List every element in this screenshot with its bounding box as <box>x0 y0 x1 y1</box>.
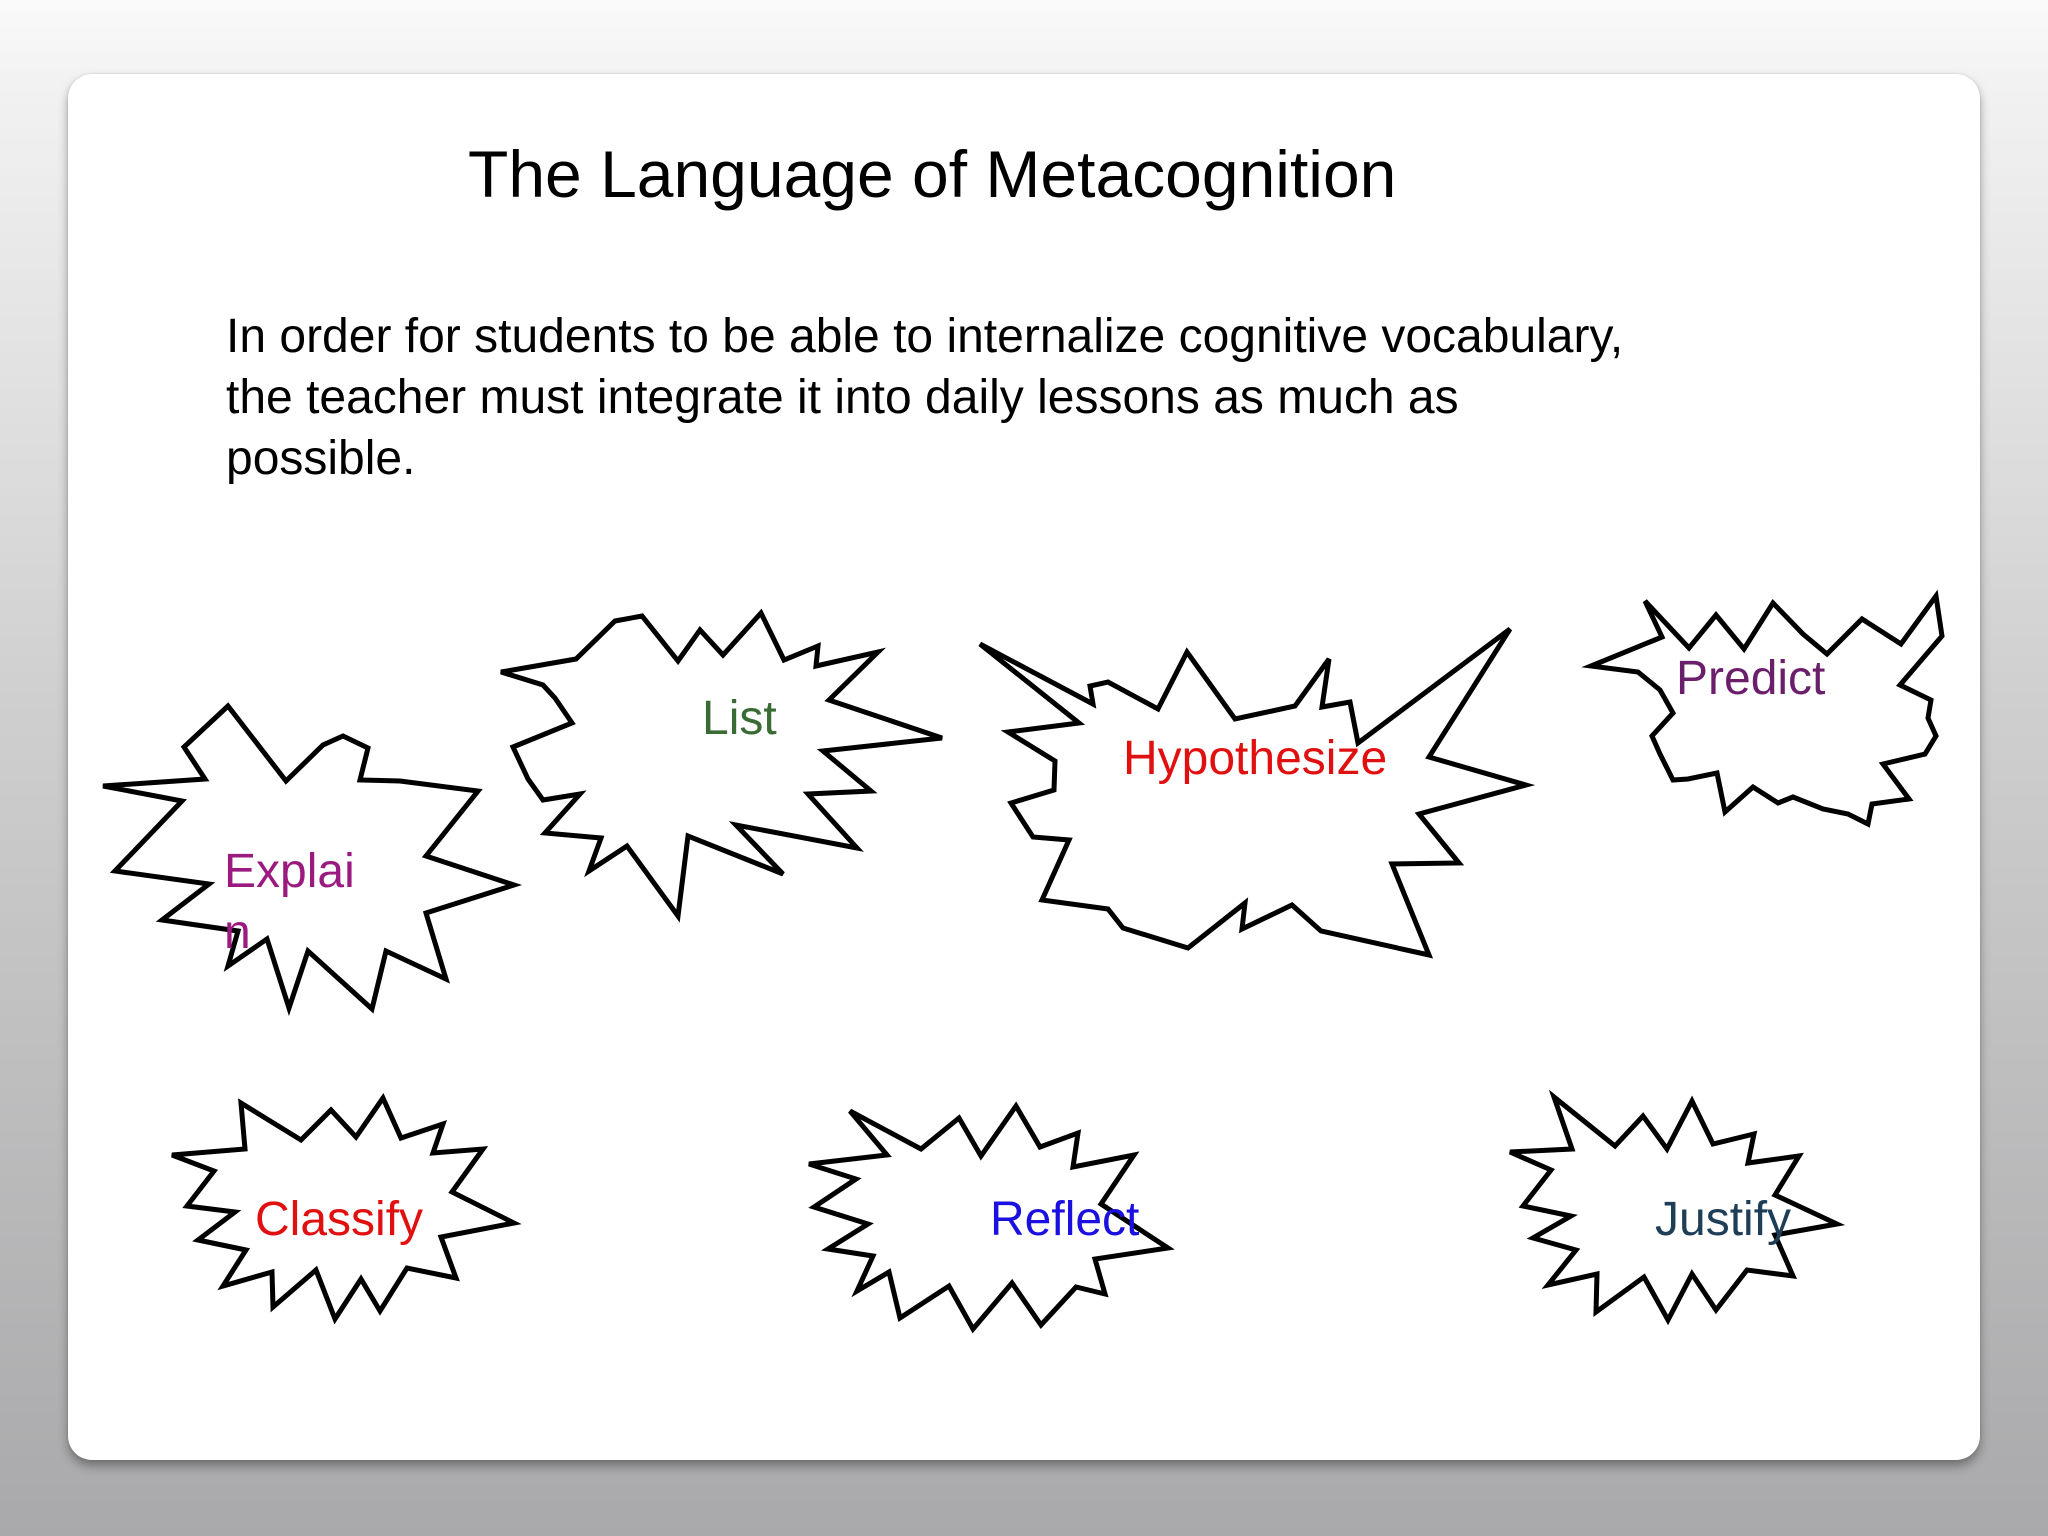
word-hypothesize: Hypothesize <box>1123 732 1388 785</box>
starburst-list-shape <box>501 613 942 916</box>
word-explain-line-2: n <box>224 906 251 959</box>
word-list: List <box>702 692 777 745</box>
burst-list <box>501 613 942 916</box>
slide <box>68 74 1980 1460</box>
burst-explain <box>103 706 514 1009</box>
starburst-predict-shape <box>1591 596 1942 824</box>
burst-hypothesize <box>980 629 1526 955</box>
word-explain-line-1: Explai <box>224 845 355 898</box>
word-reflect: Reflect <box>990 1193 1140 1246</box>
starburst-hypothesize-shape <box>980 629 1526 955</box>
burst-classify <box>172 1098 514 1319</box>
slide-title: The Language of Metacognition <box>468 137 1397 211</box>
burst-justify <box>1510 1097 1837 1320</box>
body-line-2: the teacher must integrate it into daily lessons as much as <box>226 371 1459 424</box>
burst-predict <box>1591 596 1942 824</box>
burst-reflect <box>809 1106 1168 1329</box>
word-justify: Justify <box>1655 1193 1792 1246</box>
burst-shapes-layer <box>68 74 1980 1460</box>
word-predict: Predict <box>1676 652 1826 705</box>
word-classify: Classify <box>255 1193 424 1246</box>
body-line-1: In order for students to be able to internalize cognitive vocabulary, <box>226 310 1624 363</box>
body-line-3: possible. <box>226 432 416 485</box>
